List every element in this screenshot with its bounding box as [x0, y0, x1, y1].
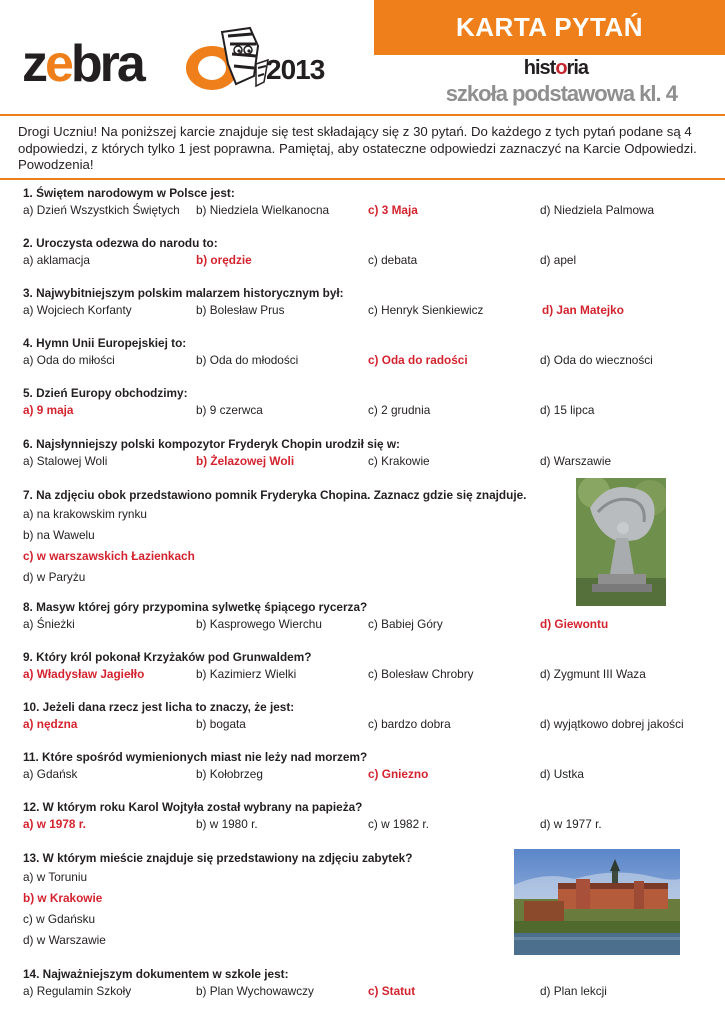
question-text: 5. Dzień Europy obchodzimy: [23, 386, 188, 400]
answer-d: d) w Paryżu [23, 570, 86, 584]
question-text: 7. Na zdjęciu obok przedstawiono pomnik Fryderyka Chopina. Zaznacz gdzie się znajduje. [23, 488, 527, 502]
answer-c: c) w Gdańsku [23, 912, 96, 926]
answer-d-correct: d) Giewontu [540, 617, 609, 631]
question-text: 2. Uroczysta odezwa do narodu to: [23, 236, 218, 250]
answer-a: a) Oda do miłości [23, 353, 115, 367]
answer-d: d) Oda do wieczności [540, 353, 653, 367]
answer-a: a) Wojciech Korfanty [23, 303, 132, 317]
question-text: 1. Świętem narodowym w Polsce jest: [23, 186, 235, 200]
answer-c: c) debata [368, 253, 418, 267]
question-12 [23, 799, 713, 833]
answer-a-correct: a) w 1978 r. [23, 817, 86, 831]
question-8 [23, 599, 713, 633]
answer-b: b) 9 czerwca [196, 403, 263, 417]
answer-b: b) Plan Wychowawczy [196, 984, 314, 998]
answer-a: a) aklamacja [23, 253, 90, 267]
answer-a: a) Dzień Wszystkich Świętych [23, 203, 180, 217]
answer-b: b) bogata [196, 717, 246, 731]
answer-c: c) w 1982 r. [368, 817, 429, 831]
question-text: 8. Masyw której góry przypomina sylwetkę śpiącego rycerza? [23, 600, 368, 614]
answer-a: a) na krakowskim rynku [23, 507, 147, 521]
answer-b: b) Kasprowego Wierchu [196, 617, 322, 631]
question-text: 10. Jeżeli dana rzecz jest licha to znaczy, że jest: [23, 700, 295, 714]
question-text: 14. Najważniejszym dokumentem w szkole jest: [23, 967, 289, 981]
answer-d: d) Warszawie [540, 454, 612, 468]
question-text: 3. Najwybitniejszym polskim malarzem historycznym był: [23, 286, 344, 300]
question-text: 12. W którym roku Karol Wojtyła został wybrany na papieża? [23, 800, 363, 814]
answer-b: b) w 1980 r. [196, 817, 258, 831]
answer-d: d) Plan lekcji [540, 984, 607, 998]
answer-c: c) Krakowie [368, 454, 430, 468]
chopin-monument-photo [576, 478, 666, 606]
answer-a: a) Regulamin Szkoły [23, 984, 132, 998]
answer-c: c) Henryk Sienkiewicz [368, 303, 484, 317]
answer-b-correct: b) Żelazowej Woli [196, 454, 295, 468]
question-text: 6. Najsłynniejszy polski kompozytor Fryderyk Chopin urodził się w: [23, 437, 400, 451]
question-14 [23, 966, 713, 1000]
answer-d: d) w 1977 r. [540, 817, 602, 831]
answer-a-correct: a) Władysław Jagiełło [23, 667, 145, 681]
question-3 [23, 285, 713, 319]
question-text: 9. Który król pokonał Krzyżaków pod Grunwaldem? [23, 650, 312, 664]
answer-b: b) Bolesław Prus [196, 303, 285, 317]
question-9 [23, 649, 713, 683]
answer-a: a) Gdańsk [23, 767, 78, 781]
question-11 [23, 749, 713, 783]
answer-d: d) Ustka [540, 767, 584, 781]
banner-title: KARTA PYTAŃ [374, 0, 725, 55]
subject: historia [523, 57, 588, 79]
answer-a: a) Śnieżki [23, 617, 75, 631]
question-text: 11. Które spośród wymienionych miast nie leży nad morzem? [23, 750, 368, 764]
intro-text: Drogi Uczniu! Na poniższej karcie znajduje się test składający się z 30 pytań. Do każdego z tych pytań podane są 4 odpowiedzi, z których tylko 1 jest poprawna. Pamiętaj, aby ostateczne odpowiedzi zaznaczyć na Karcie Odpowiedzi. Powodzenia! [18, 124, 697, 172]
question-1 [23, 185, 713, 219]
answer-d: d) 15 lipca [540, 403, 595, 417]
answer-d-correct: d) Jan Matejko [542, 303, 624, 317]
question-4 [23, 335, 713, 369]
year: 2013 [266, 54, 325, 85]
answer-b: b) Kazimierz Wielki [196, 667, 297, 681]
answer-d: d) wyjątkowo dobrej jakości [540, 717, 684, 731]
answer-b-correct: b) orędzie [196, 253, 252, 267]
school-level: szkoła podstawowa kl. 4 [445, 81, 677, 106]
answer-c: c) 2 grudnia [368, 403, 431, 417]
header-divider [0, 114, 725, 116]
answer-a-correct: a) 9 maja [23, 403, 74, 417]
answer-b: b) Kołobrzeg [196, 767, 263, 781]
answer-c: c) Bolesław Chrobry [368, 667, 474, 681]
logo-text: zebra [22, 35, 143, 93]
question-text: 4. Hymn Unii Europejskiej to: [23, 336, 187, 350]
zebra-logo [22, 24, 342, 104]
question-2 [23, 235, 713, 269]
wawel-castle-photo [514, 849, 680, 955]
answer-c-correct: c) 3 Maja [368, 203, 418, 217]
answer-d: d) Niedziela Palmowa [540, 203, 655, 217]
answer-a-correct: a) nędzna [23, 717, 78, 731]
answer-c: c) bardzo dobra [368, 717, 451, 731]
zebra-mascot-icon [172, 24, 272, 94]
answer-d: d) Zygmunt III Waza [540, 667, 646, 681]
answer-b: b) Niedziela Wielkanocna [196, 203, 330, 217]
question-10 [23, 699, 713, 733]
answer-a: a) Stalowej Woli [23, 454, 108, 468]
answer-c-correct: c) Statut [368, 984, 416, 998]
answer-c-correct: c) Gniezno [368, 767, 429, 781]
intro-divider [0, 178, 725, 180]
answer-d: d) apel [540, 253, 577, 267]
question-5 [23, 385, 713, 419]
answer-b: b) Oda do młodości [196, 353, 299, 367]
answer-b-correct: b) w Krakowie [23, 891, 103, 905]
question-text: 13. W którym mieście znajduje się przedstawiony na zdjęciu zabytek? [23, 851, 413, 865]
question-6 [23, 436, 713, 470]
answer-c-correct: c) w warszawskich Łazienkach [23, 549, 195, 563]
answer-c: c) Babiej Góry [368, 617, 443, 631]
answer-c-correct: c) Oda do radości [368, 353, 468, 367]
answer-b: b) na Wawelu [23, 528, 95, 542]
answer-d: d) w Warszawie [23, 933, 106, 947]
answer-a: a) w Toruniu [23, 870, 88, 884]
